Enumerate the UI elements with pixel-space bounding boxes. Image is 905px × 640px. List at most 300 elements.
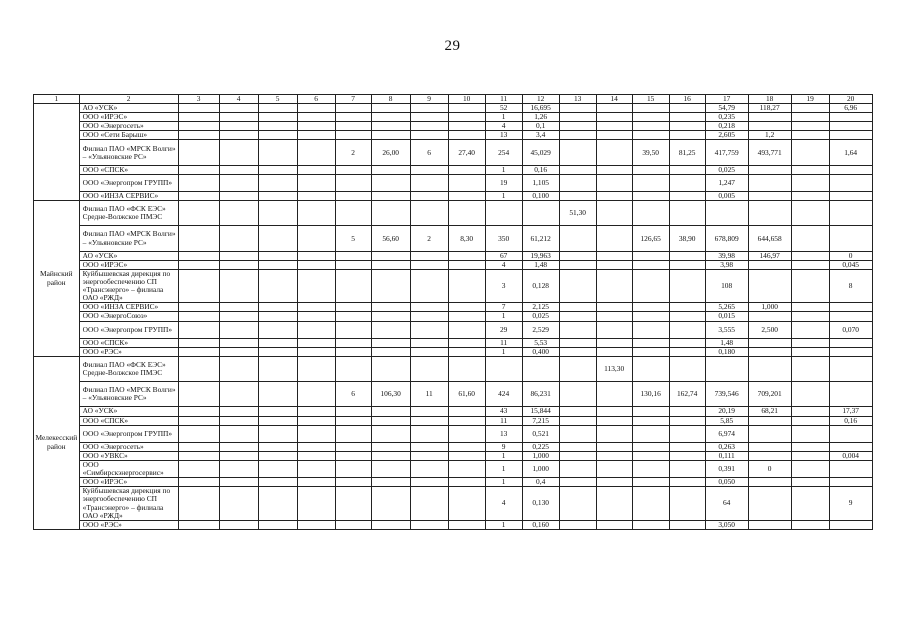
value-cell-col-17: 2,605	[705, 131, 748, 140]
value-cell-col-20: 0,070	[829, 321, 872, 338]
value-cell-col-14	[596, 165, 632, 174]
district-cell	[34, 104, 80, 201]
value-cell-col-3	[178, 382, 219, 407]
value-cell-col-8	[371, 347, 410, 356]
value-cell-col-8	[371, 338, 410, 347]
value-cell-col-15	[632, 303, 669, 312]
value-cell-col-17: 20,19	[705, 407, 748, 416]
value-cell-col-11: 9	[485, 442, 522, 451]
value-cell-col-3	[178, 269, 219, 302]
value-cell-col-19	[791, 478, 829, 487]
value-cell-col-13	[559, 338, 596, 347]
value-cell-col-13	[559, 425, 596, 442]
page-number: 29	[444, 38, 461, 54]
value-cell-col-3	[178, 104, 219, 113]
value-cell-col-5	[258, 226, 297, 251]
value-cell-col-20: 8	[829, 269, 872, 302]
value-cell-col-9	[410, 303, 448, 312]
column-header-19: 19	[791, 95, 829, 104]
value-cell-col-16	[669, 131, 705, 140]
value-cell-col-18	[748, 478, 791, 487]
value-cell-col-17: 678,809	[705, 226, 748, 251]
value-cell-col-13	[559, 321, 596, 338]
value-cell-col-9	[410, 104, 448, 113]
value-cell-col-10	[448, 487, 485, 520]
value-cell-col-16	[669, 461, 705, 478]
value-cell-col-5	[258, 347, 297, 356]
value-cell-col-12: 19,963	[522, 251, 559, 260]
value-cell-col-9	[410, 442, 448, 451]
value-cell-col-7	[335, 520, 371, 529]
value-cell-col-20	[829, 356, 872, 381]
value-cell-col-4	[219, 442, 258, 451]
organization-cell: ООО «Сети Барыш»	[79, 131, 178, 140]
value-cell-col-11: 4	[485, 260, 522, 269]
value-cell-col-18	[748, 113, 791, 122]
value-cell-col-3	[178, 461, 219, 478]
value-cell-col-14	[596, 104, 632, 113]
value-cell-col-6	[297, 382, 335, 407]
value-cell-col-19	[791, 356, 829, 381]
organization-cell: ООО «ИРЭС»	[79, 113, 178, 122]
value-cell-col-20	[829, 165, 872, 174]
value-cell-col-19	[791, 321, 829, 338]
value-cell-col-16: 81,25	[669, 140, 705, 165]
value-cell-col-14	[596, 347, 632, 356]
value-cell-col-3	[178, 520, 219, 529]
value-cell-col-17	[705, 201, 748, 226]
value-cell-col-4	[219, 347, 258, 356]
value-cell-col-12: 0,16	[522, 165, 559, 174]
value-cell-col-9	[410, 192, 448, 201]
value-cell-col-13	[559, 226, 596, 251]
value-cell-col-16	[669, 425, 705, 442]
value-cell-col-16	[669, 192, 705, 201]
value-cell-col-8	[371, 122, 410, 131]
value-cell-col-8	[371, 478, 410, 487]
organization-cell: ООО «ИРЭС»	[79, 260, 178, 269]
value-cell-col-18	[748, 416, 791, 425]
value-cell-col-18	[748, 192, 791, 201]
value-cell-col-19	[791, 104, 829, 113]
value-cell-col-10	[448, 321, 485, 338]
value-cell-col-9	[410, 478, 448, 487]
value-cell-col-7	[335, 251, 371, 260]
value-cell-col-7	[335, 338, 371, 347]
value-cell-col-7	[335, 451, 371, 460]
value-cell-col-3	[178, 425, 219, 442]
value-cell-col-13	[559, 451, 596, 460]
organization-cell: Филиал ПАО «ФСК ЕЭС» Средне-Волжское ПМЭС	[79, 201, 178, 226]
value-cell-col-17: 0,050	[705, 478, 748, 487]
value-cell-col-4	[219, 131, 258, 140]
value-cell-col-16	[669, 416, 705, 425]
value-cell-col-17: 108	[705, 269, 748, 302]
value-cell-col-8	[371, 442, 410, 451]
value-cell-col-11: 3	[485, 269, 522, 302]
value-cell-col-11: 13	[485, 131, 522, 140]
value-cell-col-17: 0,005	[705, 192, 748, 201]
column-header-14: 14	[596, 95, 632, 104]
value-cell-col-3	[178, 487, 219, 520]
value-cell-col-18: 493,771	[748, 140, 791, 165]
table-row	[34, 174, 873, 191]
value-cell-col-6	[297, 338, 335, 347]
value-cell-col-11: 1	[485, 312, 522, 321]
value-cell-col-20	[829, 520, 872, 529]
organization-cell: АО «УСК»	[79, 407, 178, 416]
value-cell-col-4	[219, 303, 258, 312]
value-cell-col-20: 0,045	[829, 260, 872, 269]
value-cell-col-13	[559, 192, 596, 201]
value-cell-col-17: 0,015	[705, 312, 748, 321]
value-cell-col-5	[258, 269, 297, 302]
value-cell-col-13	[559, 382, 596, 407]
value-cell-col-15: 39,50	[632, 140, 669, 165]
organization-cell: Филиал ПАО «МРСК Волги» – «Ульяновские РС»	[79, 226, 178, 251]
value-cell-col-6	[297, 140, 335, 165]
value-cell-col-20	[829, 425, 872, 442]
value-cell-col-14	[596, 113, 632, 122]
value-cell-col-3	[178, 407, 219, 416]
value-cell-col-4	[219, 192, 258, 201]
value-cell-col-9	[410, 425, 448, 442]
value-cell-col-7	[335, 260, 371, 269]
value-cell-col-19	[791, 269, 829, 302]
value-cell-col-3	[178, 312, 219, 321]
value-cell-col-5	[258, 260, 297, 269]
value-cell-col-12: 45,029	[522, 140, 559, 165]
column-header-8: 8	[371, 95, 410, 104]
value-cell-col-8	[371, 312, 410, 321]
value-cell-col-8	[371, 113, 410, 122]
value-cell-col-14	[596, 201, 632, 226]
value-cell-col-19	[791, 407, 829, 416]
value-cell-col-15	[632, 251, 669, 260]
value-cell-col-9: 6	[410, 140, 448, 165]
value-cell-col-5	[258, 451, 297, 460]
value-cell-col-4	[219, 104, 258, 113]
value-cell-col-20	[829, 174, 872, 191]
value-cell-col-8	[371, 165, 410, 174]
value-cell-col-8	[371, 321, 410, 338]
value-cell-col-8: 26,00	[371, 140, 410, 165]
value-cell-col-9	[410, 451, 448, 460]
value-cell-col-13	[559, 113, 596, 122]
value-cell-col-10	[448, 303, 485, 312]
value-cell-col-3	[178, 131, 219, 140]
table-row	[34, 347, 873, 356]
value-cell-col-18	[748, 122, 791, 131]
value-cell-col-17: 3,555	[705, 321, 748, 338]
value-cell-col-17: 0,111	[705, 451, 748, 460]
value-cell-col-15	[632, 451, 669, 460]
value-cell-col-15	[632, 347, 669, 356]
value-cell-col-19	[791, 113, 829, 122]
value-cell-col-5	[258, 321, 297, 338]
value-cell-col-8	[371, 461, 410, 478]
value-cell-col-15	[632, 321, 669, 338]
table-row	[34, 104, 873, 113]
value-cell-col-6	[297, 461, 335, 478]
value-cell-col-6	[297, 416, 335, 425]
value-cell-col-17: 3,050	[705, 520, 748, 529]
organization-cell: ООО «Энергосеть»	[79, 442, 178, 451]
value-cell-col-11: 11	[485, 416, 522, 425]
value-cell-col-19	[791, 442, 829, 451]
value-cell-col-10	[448, 461, 485, 478]
value-cell-col-7	[335, 269, 371, 302]
value-cell-col-5	[258, 104, 297, 113]
value-cell-col-16	[669, 174, 705, 191]
value-cell-col-13	[559, 260, 596, 269]
value-cell-col-9: 11	[410, 382, 448, 407]
table-row	[34, 226, 873, 251]
value-cell-col-13: 51,30	[559, 201, 596, 226]
value-cell-col-12: 0,100	[522, 192, 559, 201]
value-cell-col-20	[829, 113, 872, 122]
value-cell-col-3	[178, 416, 219, 425]
value-cell-col-3	[178, 113, 219, 122]
column-header-2: 2	[79, 95, 178, 104]
value-cell-col-14	[596, 425, 632, 442]
value-cell-col-6	[297, 174, 335, 191]
value-cell-col-15	[632, 260, 669, 269]
value-cell-col-7	[335, 442, 371, 451]
value-cell-col-11: 4	[485, 487, 522, 520]
value-cell-col-11: 424	[485, 382, 522, 407]
value-cell-col-14	[596, 520, 632, 529]
value-cell-col-12: 3,4	[522, 131, 559, 140]
value-cell-col-13	[559, 356, 596, 381]
value-cell-col-4	[219, 260, 258, 269]
value-cell-col-11: 1	[485, 461, 522, 478]
value-cell-col-3	[178, 260, 219, 269]
value-cell-col-10	[448, 312, 485, 321]
value-cell-col-19	[791, 165, 829, 174]
organization-cell: ООО «РЭС»	[79, 347, 178, 356]
value-cell-col-5	[258, 165, 297, 174]
value-cell-col-11: 43	[485, 407, 522, 416]
value-cell-col-6	[297, 201, 335, 226]
value-cell-col-16	[669, 260, 705, 269]
value-cell-col-12: 1,105	[522, 174, 559, 191]
table-row	[34, 251, 873, 260]
value-cell-col-12: 0,4	[522, 478, 559, 487]
value-cell-col-14	[596, 478, 632, 487]
value-cell-col-16	[669, 407, 705, 416]
value-cell-col-3	[178, 174, 219, 191]
value-cell-col-20: 17,37	[829, 407, 872, 416]
value-cell-col-10	[448, 113, 485, 122]
value-cell-col-20	[829, 461, 872, 478]
value-cell-col-19	[791, 131, 829, 140]
table-row	[34, 451, 873, 460]
value-cell-col-20	[829, 442, 872, 451]
value-cell-col-19	[791, 303, 829, 312]
value-cell-col-9	[410, 165, 448, 174]
value-cell-col-18: 1,000	[748, 303, 791, 312]
value-cell-col-13	[559, 104, 596, 113]
value-cell-col-13	[559, 251, 596, 260]
value-cell-col-18: 709,201	[748, 382, 791, 407]
value-cell-col-12: 0,521	[522, 425, 559, 442]
value-cell-col-12: 61,212	[522, 226, 559, 251]
column-header-20: 20	[829, 95, 872, 104]
value-cell-col-4	[219, 425, 258, 442]
value-cell-col-10	[448, 174, 485, 191]
value-cell-col-3	[178, 140, 219, 165]
value-cell-col-11: 1	[485, 347, 522, 356]
value-cell-col-8	[371, 251, 410, 260]
organization-cell: Куйбышевская дирекция по энергообеспечению СП «Трансэнерго» – филиала ОАО «РЖД»	[79, 487, 178, 520]
table-row	[34, 356, 873, 381]
value-cell-col-13	[559, 487, 596, 520]
table-row	[34, 520, 873, 529]
value-cell-col-18: 1,2	[748, 131, 791, 140]
value-cell-col-11: 350	[485, 226, 522, 251]
value-cell-col-12: 15,844	[522, 407, 559, 416]
value-cell-col-20: 1,64	[829, 140, 872, 165]
value-cell-col-5	[258, 131, 297, 140]
value-cell-col-18: 644,658	[748, 226, 791, 251]
value-cell-col-7	[335, 192, 371, 201]
value-cell-col-11: 52	[485, 104, 522, 113]
value-cell-col-5	[258, 478, 297, 487]
value-cell-col-13	[559, 520, 596, 529]
organization-cell: ООО «СПСК»	[79, 338, 178, 347]
value-cell-col-15	[632, 192, 669, 201]
value-cell-col-10	[448, 520, 485, 529]
value-cell-col-17: 0,218	[705, 122, 748, 131]
value-cell-col-5	[258, 251, 297, 260]
value-cell-col-5	[258, 174, 297, 191]
value-cell-col-20	[829, 312, 872, 321]
value-cell-col-8	[371, 192, 410, 201]
value-cell-col-8	[371, 451, 410, 460]
column-header-9: 9	[410, 95, 448, 104]
organization-cell: ООО «СПСК»	[79, 165, 178, 174]
column-header-row	[34, 95, 873, 104]
value-cell-col-6	[297, 122, 335, 131]
value-cell-col-3	[178, 442, 219, 451]
district-cell: Мелекесский район	[34, 356, 80, 529]
value-cell-col-19	[791, 260, 829, 269]
value-cell-col-10	[448, 347, 485, 356]
value-cell-col-20	[829, 201, 872, 226]
value-cell-col-4	[219, 174, 258, 191]
value-cell-col-13	[559, 461, 596, 478]
value-cell-col-5	[258, 201, 297, 226]
value-cell-col-11: 4	[485, 122, 522, 131]
value-cell-col-4	[219, 226, 258, 251]
value-cell-col-15	[632, 356, 669, 381]
value-cell-col-7	[335, 347, 371, 356]
value-cell-col-12: 0,130	[522, 487, 559, 520]
value-cell-col-7	[335, 174, 371, 191]
value-cell-col-5	[258, 442, 297, 451]
value-cell-col-5	[258, 338, 297, 347]
value-cell-col-11: 67	[485, 251, 522, 260]
value-cell-col-14: 113,30	[596, 356, 632, 381]
value-cell-col-15	[632, 312, 669, 321]
value-cell-col-4	[219, 122, 258, 131]
value-cell-col-10	[448, 442, 485, 451]
value-cell-col-14	[596, 226, 632, 251]
value-cell-col-10	[448, 416, 485, 425]
value-cell-col-9	[410, 251, 448, 260]
value-cell-col-3	[178, 356, 219, 381]
value-cell-col-5	[258, 113, 297, 122]
value-cell-col-4	[219, 201, 258, 226]
value-cell-col-9	[410, 174, 448, 191]
value-cell-col-12: 0,025	[522, 312, 559, 321]
value-cell-col-18	[748, 338, 791, 347]
value-cell-col-8	[371, 425, 410, 442]
value-cell-col-10: 61,60	[448, 382, 485, 407]
value-cell-col-6	[297, 260, 335, 269]
value-cell-col-12: 0,225	[522, 442, 559, 451]
value-cell-col-5	[258, 520, 297, 529]
organization-cell: ООО «Энергопром ГРУПП»	[79, 425, 178, 442]
value-cell-col-15	[632, 338, 669, 347]
value-cell-col-6	[297, 192, 335, 201]
value-cell-col-3	[178, 478, 219, 487]
value-cell-col-17: 1,247	[705, 174, 748, 191]
value-cell-col-16	[669, 347, 705, 356]
value-cell-col-18	[748, 260, 791, 269]
value-cell-col-13	[559, 347, 596, 356]
value-cell-col-19	[791, 226, 829, 251]
value-cell-col-17: 5,85	[705, 416, 748, 425]
table-row	[34, 269, 873, 302]
table-row	[34, 165, 873, 174]
value-cell-col-19	[791, 416, 829, 425]
value-cell-col-18	[748, 347, 791, 356]
value-cell-col-20: 0,004	[829, 451, 872, 460]
organization-cell: ООО «РЭС»	[79, 520, 178, 529]
value-cell-col-10	[448, 425, 485, 442]
value-cell-col-6	[297, 451, 335, 460]
value-cell-col-4	[219, 312, 258, 321]
value-cell-col-4	[219, 251, 258, 260]
value-cell-col-17: 417,759	[705, 140, 748, 165]
value-cell-col-8	[371, 416, 410, 425]
value-cell-col-7	[335, 461, 371, 478]
organization-cell: Филиал ПАО «МРСК Волги» – «Ульяновские РС»	[79, 382, 178, 407]
value-cell-col-9	[410, 260, 448, 269]
value-cell-col-20	[829, 347, 872, 356]
column-header-15: 15	[632, 95, 669, 104]
value-cell-col-3	[178, 165, 219, 174]
value-cell-col-15	[632, 461, 669, 478]
value-cell-col-11: 19	[485, 174, 522, 191]
value-cell-col-12: 2,529	[522, 321, 559, 338]
value-cell-col-18	[748, 451, 791, 460]
value-cell-col-8: 106,30	[371, 382, 410, 407]
value-cell-col-16	[669, 201, 705, 226]
value-cell-col-10	[448, 269, 485, 302]
value-cell-col-6	[297, 312, 335, 321]
table-row	[34, 321, 873, 338]
value-cell-col-16	[669, 251, 705, 260]
value-cell-col-7: 6	[335, 382, 371, 407]
table-row	[34, 303, 873, 312]
value-cell-col-18	[748, 269, 791, 302]
value-cell-col-12: 1,000	[522, 461, 559, 478]
district-cell: Майнский район	[34, 201, 80, 357]
column-header-6: 6	[297, 95, 335, 104]
